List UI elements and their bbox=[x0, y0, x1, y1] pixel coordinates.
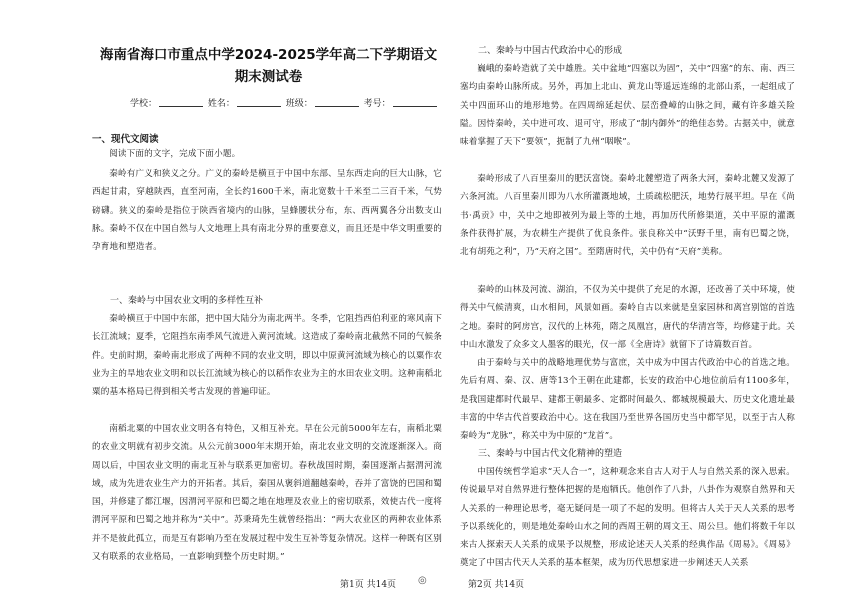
name-blank[interactable] bbox=[237, 97, 281, 107]
name-label: 姓名： bbox=[207, 99, 235, 109]
paragraph: 南稻北粟的中国农业文明各有特色，又相互补充。早在公元前5000年左右，南稻北粟的农业文明就有初步交流。从公元前3000年末期开始，南北农业文明的交流逐渐深入。商周以后，中国农业文明的南北互补与联系更加密切。春秋战国时期，秦国逐渐占据渭河流域，成为先进农业生产力的开拓者。其后，秦国从褒斜道翻越秦岭，吞并了富饶的巴国和蜀国，并修建了都江堰，因渭河平原和巴蜀之地在地理及农业上的密切联系，效使古代一度将渭河平原和巴蜀之地并称为“关中”。苏秉琦先生就曾经指出：“两大农业区的两种农业体系并不是彼此孤立，而是互有影响乃至在发展过程中发生互补等复杂情况。这样一种既有区别又有联系的农业格局，一直影响到整个历史时期。” bbox=[92, 424, 442, 563]
student-info-line bbox=[130, 96, 440, 109]
instruction-text: 阅读下面的文字，完成下面小题。 bbox=[109, 149, 241, 159]
paragraph: 巍峨的秦岭造就了关中雄胜。关中盆地“四塞以为固”，关中“四塞”的东、南、西三塞均由秦岭山脉所成。另外，再加上北山、黄龙山等遥远连绵的北部山系，一起组成了关中四面环山的地形地势。在四周绵延起伏、层峦叠嶂的山脉之间，藏有许多雄关险隘。因恃秦岭，关中进可攻、退可守，形成了“制内御外”的绝佳态势。古据关中，就意味着掌握了天下“要领”，扼制了九州“咽喉”。 bbox=[460, 64, 795, 148]
subheading: 三、秦岭与中国古代文化精神的塑造 bbox=[478, 449, 623, 459]
exam-no-label: 考号： bbox=[363, 99, 391, 109]
paragraph: 秦岭的山林及河流、湖泊，不仅为关中提供了充足的水源，还改善了关中环境，使得关中气候清爽，山水相间，风景如画。秦岭自古以来就是皇家园林和离宫别馆的首选之地。秦时的阿房宫，汉代的上林苑，隋之凤凰宫，唐代的华清宫等，均修建于此。关中山水激发了众多文人墨客的眼光，仅一部《全唐诗》就留下了诗篇数百首。 bbox=[460, 285, 795, 350]
paragraph: 秦岭有广义和狭义之分。广义的秦岭是横亘于中国中东部、呈东西走向的巨大山脉，它西起甘肃，穿越陕西，直至河南，全长约1600千米，南北宽数十千米至二三百千米，气势磅礴。狭义的秦岭是指位于陕西省境内的山脉，呈蜂腰状分布，东、西两翼各分出数支山脉。秦岭不仅在中国自然与人文地理上具有南北分界的重要意义，而且还是中华文明重要的孕育地和塑造者。 bbox=[92, 169, 442, 253]
paragraph: 秦岭形成了八百里秦川的肥沃富饶。秦岭北麓塑造了两条大河，秦岭北麓又发源了六条河流。八百里秦川即为八水所灌溉地域，土质疏松肥沃，地势行展平坦。早在《尚书·禹贡》中，关中之地即被列为最上等的土地，再加历代所修渠道，关中平原的灌溉条件获得扩展，为农耕生产提供了优良条件。张良称关中“沃野千里，南有巴蜀之饶，北有胡苑之利”，乃“天府之国”。至隋唐时代，关中仍有“天府”美称。 bbox=[460, 174, 795, 258]
exam-no-blank[interactable] bbox=[393, 97, 437, 107]
paragraph: 秦岭横亘于中国中东部，把中国大陆分为南北两半。冬季，它阻挡西伯利亚的寒风南下长江流域；夏季，它阻挡东南季风气流进入黄河流域。这造成了秦岭南北截然不同的气候条件。史前时期，秦岭南北形成了两种不同的农业文明，即以中原黄河流域为核心的以粟作农业为主的旱地农业文明和以长江流域为核心的以稻作农业为主的水田农业文明。这种南稻北粟的基本格局已得到相关考古发现的普遍印证。 bbox=[92, 314, 442, 398]
document-title: 海南省海口市重点中学2024-2025学年高二下学期语文期末测试卷 bbox=[99, 47, 438, 85]
class-blank[interactable] bbox=[315, 97, 359, 107]
paragraph: 中国传统哲学追求“天人合一”，这种观念来自古人对于人与自然关系的深入思索。传说最早对自然界进行整体把握的是庖牺氏。他创作了八卦，八卦作为观察自然界和天人关系的一种理论思考，毫无疑问是一项了不起的发明。但将古人关于天人关系的思考予以系统化的，则是地处秦岭山水之间的西周王朝的周文王、周公旦。他们将数千年以来古人探索天人关系的成果予以规整，形成论述天人关系的经典作品《周易》。《周易》奠定了中国古代天人关系的基本框架，成为历代思想家进一步阐述天人关系 bbox=[460, 467, 795, 569]
subheading: 二、秦岭与中国古代政治中心的形成 bbox=[478, 46, 623, 56]
page-number-right: 第2页 共14页 bbox=[468, 580, 525, 590]
center-mark-icon: ◎ bbox=[418, 575, 427, 586]
section-heading: 一、现代文阅读 bbox=[92, 134, 159, 145]
class-label: 班级： bbox=[285, 99, 313, 109]
paragraph: 由于秦岭与关中的战略地理优势与富庶，关中成为中国古代政治中心的首选之地。先后有周、秦、汉、唐等13个王朝在此建都，长安的政治中心地位前后有1100多年，是我国建都时代最早、建都王朝最多、定都时间最久、都城规模最大、历史文化遗址最丰富的中华古代首要政治中心。这在我国乃至世界各国历史当中都罕见，以至于古人称秦岭为“龙脉”，称关中为中原的“龙首”。 bbox=[460, 358, 795, 442]
school-blank[interactable] bbox=[159, 97, 203, 107]
school-label: 学校： bbox=[130, 99, 158, 109]
subheading: 一、秦岭与中国农业文明的多样性互补 bbox=[110, 296, 264, 306]
page-number-left: 第1页 共14页 bbox=[340, 580, 397, 590]
